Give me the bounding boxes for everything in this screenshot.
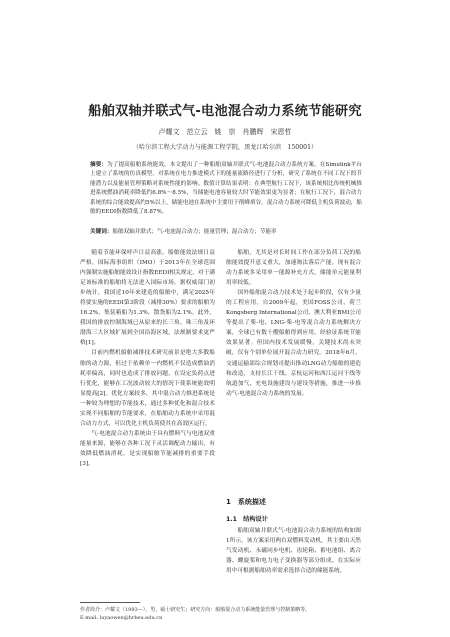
right-column (226, 248, 361, 480)
section-heading: 1 系统描述 (226, 498, 266, 506)
right-paragraph: 船舶，尤其是对长时间工作在部分负荷工况的船舶能效提升意义重大，加速淘汰落后产能。现有混合动力系统多采用单一能源补充方式，储能单元能量利用率较低。 (226, 250, 361, 287)
paper-title: 船舶双轴并联式气-电池混合动力系统节能研究 (88, 104, 362, 119)
left-paragraph: 目前内燃机船舶减排技术研究前景是绝大多数船舶的动力源，但过于依赖单一内燃机不仅造成燃油消耗率偏高，同时也造成了排放问题，在设定负荷点进行优化，能够在工况波动较大的情况下使系统能效明显提高[2]。优化方案较多，其中混合动力推进系统是一种较为理想的节能技术，通过多种优化和混合技术实现不同船舶的节能要求，在船舶动力系统中采用混合动力方式，可以优化主机负荷使其在高效区运行。 (80, 350, 215, 427)
footnote-divider (80, 602, 140, 603)
footnote-author-info: 作者简介：卢耀文（1993—），男，硕士研究生；研究方向：船舶混合动力系统能量管理与控制策略等。 (80, 607, 311, 613)
keywords-text: 船舶双轴并联式；气-电池混合动力；能量管理；混合动力；节能率 (112, 229, 277, 235)
left-paragraph: 气-电池混合动力系统由于具有燃料气与电池双重能量来源，能够在各种工况下灵活调配动力输出，有效降低燃油消耗，是实现船舶节能减排的重要手段[3]。 (80, 430, 215, 467)
paper-authors: 卢耀文 范立云 姚 崇 肖鹏辉 宋恩哲 (158, 128, 292, 136)
subsection-heading: 1.1 结构设计 (226, 516, 268, 523)
paper-affiliation: （哈尔滨工程大学动力与能源工程学院，黑龙江哈尔滨 150001） (132, 144, 318, 151)
abstract-label: 摘要： (90, 162, 108, 168)
abstract (90, 161, 362, 217)
left-paragraph: 随着节能环保呼声日益高涨，船舶能效法规日益严格，国际海事组织（IMO）于2013年在全球范围内强制实施船舶能效设计指数EEDI相关规定，对于满足该标准的船舶将无法进入国际市场。据权威部门初步统计，我国近10年来建造的船舶中，满足2025年将要实施的EEDI第3阶段（减排30%）要求的船舶为16.2%，集装箱船为1.3%，散货船为2.1%。此外，我国的排放控制海域已从原来的长三角、珠三角及环渤海三大区域扩展到全国沿海区域，法规制要求更严格[1]。 (80, 250, 215, 347)
left-column (80, 248, 215, 596)
keywords (90, 228, 362, 236)
footnote (80, 606, 370, 622)
subsection-body (226, 526, 361, 604)
right-paragraph: 国外船舶混合动力技术处于起步阶段，仅有少量的工程应用。自2009年起，美国FOSS公司、荷兰Kongsberg International公司、澳大利亚BMI公司等提出了柴-电、LNG-柴-电等混合动力系统解决方案，全球已有数十艘船舶得到应用，经验证系统节能效果显著。但国内技术发展缓慢，关键技术尚未突破，仅有个别单位展开混合动力研究。2018年6月，交通运输部综合规划司提出推动LNG动力船舶的建造和改造，支持长江干线、京杭运河和西江运河干线等航道加气、充电设施建设与建设等措施，推进一步推动气-电池混合动力系统的发展。 (226, 290, 361, 397)
subsection-paragraph: 船舶双轴并联式气-电池混合动力系统的结构如图1所示，该方案采用两台双燃料发动机，其主要由天然气发动机、永磁同步电机、齿轮箱、蓄电池组、离合器、螺旋桨和电力电子变换器等部分组成。在实际应用中可根据船舶功率需求选择合适的储能系统。 (226, 528, 361, 575)
footnote-email: E-mail: luyaowen@hrbeu.edu.cn (80, 615, 163, 621)
abstract-text: 为了提高船舶系统能效，本文提出了一种船舶双轴并联式气-电池混合动力系统方案，在Simulink平台上建立了系统的仿真模型。对系统在电力推进模式下的能量流路径进行了分析，研究了系统在不同工况下的节能潜力以及能量管理策略对系统性能的影响。数值计算结果表明：在典型航行工况下，该系统相比传统机械推进系统燃油消耗率降低约6.8%～8.5%，当储能电池容量较大时节能效果更为显著；在航行工况下，混合动力系统的综合能效提高约5%以上，储能电池在系统中主要用于削峰填谷。混合动力系统可降低主机负荷波动，船舶的EEDI指数降低了8.87%。 (90, 162, 362, 216)
keywords-label: 关键词： (90, 229, 113, 235)
